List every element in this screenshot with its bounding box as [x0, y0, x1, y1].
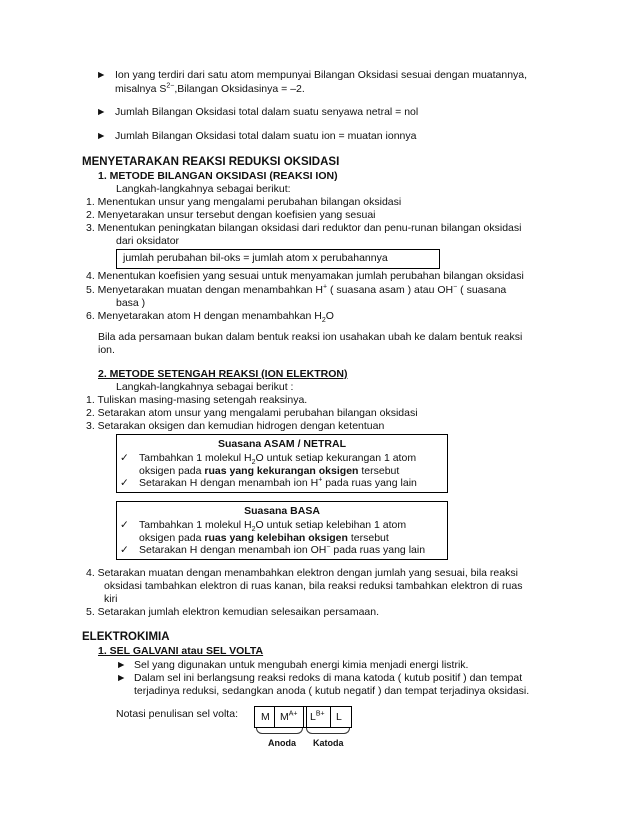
note-line-1: Bila ada persamaan bukan dalam bentuk reaksi ion usahakan ubah ke dalam bentuk reaksi — [98, 331, 523, 343]
method-2-step-4-line-2: oksidasi tambahkan elektron di ruas kanan, bila reaksi reduksi tambahkan elektron di ruas — [104, 580, 523, 592]
method-1-title: 1. METODE BILANGAN OKSIDASI (REAKSI ION) — [98, 170, 338, 182]
method-2-step-3: 3. Setarakan oksigen dan kemudian hidrogen dengan ketentuan — [86, 420, 385, 432]
base-rule-2: Setarakan H dengan menambah ion OH− pada ruas yang lain — [139, 543, 426, 556]
section-title-elektrokimia: ELEKTROKIMIA — [82, 631, 170, 643]
intro-bullet-2: Jumlah Bilangan Oksidasi total dalam suatu senyawa netral = nol — [115, 106, 419, 118]
anode-brace — [256, 728, 303, 734]
arrow-bullet-icon: ► — [116, 672, 127, 684]
arrow-bullet-icon: ► — [96, 106, 107, 118]
method-2-step-4-line-3: kiri — [104, 593, 118, 605]
phase-boundary-line — [330, 707, 331, 727]
anode-label: Anoda — [268, 738, 296, 748]
intro-bullet-1-line-1: Ion yang terdiri dari satu atom mempunyai Bilangan Oksidasi sesuai dengan muatannya, — [115, 69, 528, 81]
method-2-step-5: 5. Setarakan jumlah elektron kemudian selesaikan persamaan. — [86, 606, 380, 618]
check-icon: ✓ — [120, 544, 129, 556]
method-1-step-3-line-2: dari oksidator — [116, 235, 180, 247]
method-1-intro: Langkah-langkahnya sebagai berikut: — [116, 183, 291, 195]
check-icon: ✓ — [120, 519, 129, 531]
method-2-step-4-line-1: 4. Setarakan muatan dengan menambahkan elektron dengan jumlah yang sesuai, bila reaksi — [86, 567, 518, 579]
cell-notation-box — [254, 706, 352, 728]
acid-box-title: Suasana ASAM / NETRAL — [218, 438, 346, 450]
acid-condition-box — [116, 434, 448, 493]
cell-notation-label: Notasi penulisan sel volta: — [116, 708, 238, 720]
method-2-intro: Langkah-langkahnya sebagai berikut : — [116, 381, 294, 393]
method-1-step-2: 2. Menyetarakan unsur tersebut dengan koefisien yang sesuai — [86, 209, 376, 221]
method-1-step-4: 4. Menentukan koefisien yang sesuai untuk menyamakan jumlah perubahan bilangan oksidasi — [86, 270, 524, 282]
salt-bridge-line-2 — [306, 707, 307, 727]
base-rule-1-line-1: Tambahkan 1 molekul $H_2O$ untuk setiap kelebihan 1 atom — [139, 519, 407, 534]
anode-ion: $M^{A+}$ — [280, 710, 298, 723]
galvani-subtitle: 1. SEL GALVANI atau SEL VOLTA — [98, 645, 264, 657]
method-1-step-5-line-1: 5. Menyetarakan muatan dengan menambahkan H+ ( suasana asam ) atau OH− ( suasana — [86, 283, 507, 296]
salt-bridge-line-1 — [303, 707, 304, 727]
method-1-step-6: 6. Menyetarakan atom H dengan menambahkan $H_2O$ — [86, 310, 334, 325]
arrow-bullet-icon: ► — [96, 130, 107, 142]
cathode-brace — [306, 728, 350, 734]
acid-rule-1-line-2: oksigen pada ruas yang kekurangan oksigen tersebut — [139, 465, 400, 477]
method-2-step-1: 1. Tuliskan masing-masing setengah reaksinya. — [86, 394, 308, 406]
cathode-metal: L — [336, 711, 342, 723]
section-title-redoks: MENYETARAKAN REAKSI REDUKSI OKSIDASI — [82, 156, 340, 168]
check-icon: ✓ — [120, 452, 129, 464]
intro-bullet-1-line-2: misalnya $S^{2-},Bilangan$ Oksidasinya = –2. — [115, 82, 305, 95]
cathode-label: Katoda — [313, 738, 344, 748]
check-icon: ✓ — [120, 477, 129, 489]
acid-rule-1-line-1: Tambahkan 1 molekul $H_2O$ untuk setiap kekurangan 1 atom — [139, 452, 417, 467]
formula-text: jumlah perubahan bil-oks = jumlah atom x perubahannya — [123, 252, 388, 264]
method-2-step-2: 2. Setarakan atom unsur yang mengalami perubahan bilangan oksidasi — [86, 407, 418, 419]
arrow-bullet-icon: ► — [96, 69, 107, 81]
formula-box — [116, 249, 440, 269]
note-line-2: ion. — [98, 344, 115, 356]
method-1-step-5-line-2: basa ) — [116, 297, 146, 309]
base-condition-box — [116, 501, 448, 560]
base-box-title: Suasana BASA — [244, 505, 320, 517]
cathode-ion: $L^{B+}$ — [310, 710, 325, 723]
galvani-point-2-line-2: terjadinya reduksi, sedangkan anoda ( kutub negatif ) dan tempat terjadinya oksidasi. — [134, 685, 530, 697]
method-1-step-1: 1. Menentukan unsur yang mengalami perubahan bilangan oksidasi — [86, 196, 402, 208]
base-rule-1-line-2: oksigen pada ruas yang kelebihan oksigen tersebut — [139, 532, 389, 544]
intro-bullet-3: Jumlah Bilangan Oksidasi total dalam suatu ion = muatan ionnya — [115, 130, 417, 142]
method-1-step-3-line-1: 3. Menentukan peningkatan bilangan oksidasi dari reduktor dan penu-runan bilangan oksidasi — [86, 222, 522, 234]
anode-metal: M — [261, 711, 270, 723]
method-2-title: 2. METODE SETENGAH REAKSI (ION ELEKTRON) — [98, 368, 348, 380]
galvani-point-1: Sel yang digunakan untuk mengubah energi kimia menjadi energi listrik. — [134, 659, 469, 671]
acid-rule-2: Setarakan H dengan menambah ion H+ pada ruas yang lain — [139, 476, 417, 489]
galvani-point-2-line-1: Dalam sel ini berlangsung reaksi redoks di mana katoda ( kutub positif ) dan tempat — [134, 672, 523, 684]
arrow-bullet-icon: ► — [116, 659, 127, 671]
phase-boundary-line — [274, 707, 275, 727]
